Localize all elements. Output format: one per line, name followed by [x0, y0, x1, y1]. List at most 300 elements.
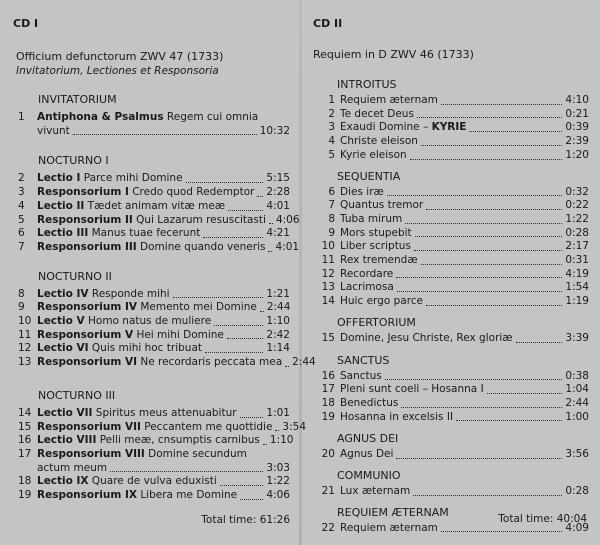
track-title-continued: actum meum: [37, 461, 108, 474]
track-title-bold: Responsorium III: [37, 240, 137, 253]
leader-dots: [385, 379, 563, 380]
track-title-bold: Lectio VII: [37, 406, 93, 419]
track-title-text: Qui Lazarum resuscitasti: [132, 213, 266, 226]
track-number: 22: [321, 521, 335, 534]
track-title-text: Quare de vulva eduxisti: [88, 475, 217, 488]
track-duration: 2:17: [565, 240, 589, 253]
track-title-text: Hei mihi Domine: [133, 328, 224, 341]
track-duration: 2:44: [292, 356, 316, 369]
track-title: [340, 485, 410, 499]
track-row: [313, 295, 589, 309]
track-title: [37, 434, 260, 448]
section-heading: REQUIEM ÆTERNAM: [337, 505, 449, 519]
track-section: [313, 170, 589, 309]
track-title-bold: Responsorium VII: [37, 420, 141, 433]
track-number: 14: [18, 406, 32, 419]
leader-dots: [397, 291, 563, 292]
track-title-text: Homo natus de muliere: [84, 315, 212, 328]
track-row: [313, 94, 589, 108]
track-number: 9: [328, 226, 335, 239]
track-number: 14: [321, 295, 335, 308]
track-title-text: Mors stupebit: [340, 226, 412, 239]
leader-dots: [441, 104, 563, 105]
track-number: 12: [321, 267, 335, 280]
track-title: [340, 94, 438, 108]
track-duration: 0:39: [565, 121, 589, 134]
track-duration: 1:54: [565, 281, 589, 294]
track-row: [313, 240, 589, 254]
track-section: [313, 78, 589, 163]
track-number: 5: [328, 148, 335, 161]
track-title-text: Requiem æternam: [340, 94, 438, 106]
track-duration: 1:19: [565, 295, 589, 308]
leader-dots: [441, 531, 563, 532]
track-number: 10: [18, 315, 32, 328]
track-title: [37, 421, 272, 435]
track-title: [37, 475, 217, 489]
section-heading: OFFERTORIUM: [337, 315, 416, 329]
track-title-text: Benedictus: [340, 396, 399, 409]
leader-dots: [426, 209, 562, 210]
track-title: [37, 315, 211, 329]
track-title: [37, 329, 224, 343]
track-title-text: Manus tuae fecerunt: [88, 227, 201, 240]
track-title: [340, 383, 484, 397]
track-row-continuation: [37, 125, 290, 139]
track-section: [313, 432, 589, 462]
track-title-text: Domine secundum: [144, 447, 247, 460]
track-title: [37, 227, 200, 241]
track-number: 19: [321, 410, 335, 423]
track-duration: 3:54: [282, 420, 307, 433]
track-row: [18, 356, 316, 370]
track-duration: 0:31: [565, 254, 589, 267]
track-number: 13: [321, 281, 335, 294]
leader-dots: [421, 145, 562, 146]
track-title-bold: Responsorium IX: [37, 489, 137, 502]
track-number: 6: [18, 227, 25, 240]
track-row: [313, 213, 589, 227]
track-title: [37, 200, 225, 214]
cd2-work-name: Requiem in D ZWV 46 (1733): [313, 48, 474, 61]
track-duration: 3:39: [565, 331, 589, 344]
track-section: [18, 269, 316, 370]
track-title-bold: Lectio VI: [37, 342, 89, 355]
track-duration: 1:22: [266, 475, 290, 488]
track-title-bold: Lectio VIII: [37, 434, 97, 447]
track-duration: 5:15: [266, 172, 290, 185]
track-row: [313, 411, 589, 425]
leader-dots: [417, 117, 562, 118]
track-duration: 4:01: [266, 199, 290, 212]
track-number: 9: [18, 301, 25, 314]
track-title-bold: Antiphona & Psalmus: [37, 111, 164, 123]
track-number: 21: [321, 485, 335, 498]
track-title-text: Regem cui omnia: [163, 111, 259, 123]
leader-dots: [469, 131, 562, 132]
track-duration: 2:44: [266, 301, 291, 314]
track-title: [340, 397, 398, 411]
track-duration: 10:32: [259, 124, 290, 137]
track-row: [313, 199, 589, 213]
track-number: 2: [18, 172, 25, 185]
leader-dots: [203, 237, 263, 238]
track-number: 13: [18, 356, 32, 369]
track-title-text: Lux æternam: [340, 485, 411, 498]
track-number: 11: [321, 254, 335, 267]
track-title-text: Recordare: [340, 267, 394, 280]
track-duration: 4:06: [275, 213, 300, 226]
leader-dots: [240, 417, 264, 418]
track-row: [18, 213, 300, 228]
track-duration: 4:06: [266, 489, 290, 502]
leader-dots: [227, 338, 264, 339]
track-title: [37, 342, 202, 356]
track-row: [313, 397, 589, 411]
track-title-text: Spiritus meus attenuabitur: [92, 406, 237, 419]
track-row: [18, 475, 290, 489]
track-row: [313, 135, 589, 149]
cd1-work-subtitle: Invitatorium, Lectiones et Responsoria: [16, 65, 219, 77]
track-title-text: Domine quando veneris: [136, 240, 266, 253]
section-heading: INTROITUS: [337, 78, 397, 91]
column-divider: [299, 0, 302, 545]
track-number: 16: [18, 434, 32, 447]
track-title-bold: Lectio II: [37, 199, 85, 212]
cd2-work-title: [313, 48, 474, 61]
track-row: [18, 111, 290, 125]
track-title: [340, 522, 438, 536]
track-number: 19: [18, 489, 32, 502]
track-section: [18, 93, 290, 138]
track-row: [313, 281, 589, 295]
track-duration: 4:19: [565, 267, 589, 280]
leader-dots: [263, 444, 267, 445]
section-heading: SEQUENTIA: [337, 169, 401, 183]
section-heading: COMMUNIO: [337, 469, 401, 483]
track-title-text: Kyrie eleison: [340, 148, 407, 161]
leader-dots: [487, 393, 563, 394]
track-title: [340, 240, 411, 254]
track-title: [37, 186, 254, 200]
track-title-bold: Responsorium II: [37, 213, 133, 226]
track-number: 7: [328, 199, 335, 212]
leader-dots: [396, 458, 562, 459]
track-title: [340, 254, 418, 268]
track-duration: 0:28: [565, 226, 589, 239]
track-duration: 0:32: [565, 185, 589, 198]
track-title-text: Libera me Domine: [136, 489, 238, 502]
track-title-text: Huic ergo parce: [340, 295, 424, 308]
leader-dots: [421, 264, 563, 265]
track-number: 11: [18, 328, 32, 341]
leader-dots: [220, 485, 264, 486]
track-title-text: Parce mihi Domine: [80, 172, 183, 185]
track-title-text: Tuba mirum: [340, 212, 403, 225]
cd1-tracklist: [18, 93, 316, 503]
track-row: [313, 227, 589, 241]
track-title: [340, 295, 423, 309]
leader-dots: [260, 311, 264, 312]
track-title: [340, 227, 412, 241]
track-number: 16: [321, 369, 335, 382]
track-title: [340, 268, 393, 282]
track-number: 18: [321, 396, 335, 409]
cd1-work-title: [16, 50, 223, 77]
track-title: [37, 172, 183, 186]
track-title-bold: Lectio IV: [37, 287, 89, 300]
track-number: 1: [18, 111, 25, 123]
track-title-bold: Responsorium V: [37, 328, 134, 341]
track-section: [18, 388, 307, 503]
track-title-bold: Lectio V: [37, 315, 85, 328]
track-title: [340, 411, 453, 425]
track-row: [18, 240, 300, 255]
track-section: [18, 154, 300, 254]
leader-dots: [205, 352, 263, 353]
track-title: [340, 213, 402, 227]
track-title-bold: Lectio III: [37, 227, 89, 240]
leader-dots: [173, 297, 264, 298]
leader-dots: [456, 420, 562, 421]
track-row: [313, 332, 589, 346]
track-title-text: Pleni sunt coeli – Hosanna I: [340, 383, 484, 396]
track-title-bold: KYRIE: [431, 121, 467, 134]
track-title: [340, 186, 384, 200]
track-title: [340, 149, 407, 163]
section-heading: NOCTURNO III: [38, 388, 116, 402]
track-title: [37, 489, 237, 503]
track-number: 4: [18, 199, 25, 212]
track-number: 3: [328, 121, 335, 134]
track-title-text: Quantus tremor: [340, 199, 424, 212]
track-row: [18, 172, 290, 186]
section-heading: AGNUS DEI: [337, 432, 399, 446]
track-duration: 1:04: [565, 383, 589, 396]
track-row: [18, 288, 290, 302]
track-duration: 1:10: [266, 315, 290, 328]
track-number: 8: [18, 287, 25, 300]
track-row: [313, 108, 589, 122]
track-title: [340, 448, 393, 462]
track-duration: 1:22: [565, 212, 589, 225]
track-title-text: Te decet Deus: [340, 107, 414, 120]
track-title: [37, 356, 282, 370]
track-title: [37, 301, 257, 315]
track-row: [18, 448, 290, 462]
track-title-text: Ne recordaris peccata mea: [137, 356, 283, 369]
leader-dots: [240, 499, 263, 500]
track-section: [313, 469, 589, 499]
track-number: 5: [18, 213, 25, 226]
track-duration: 2:42: [266, 328, 290, 341]
track-row: [18, 342, 290, 356]
track-title-bold: Lectio IX: [37, 475, 89, 488]
leader-dots: [516, 342, 563, 343]
track-title-text: Exaudi Domine –: [340, 121, 432, 134]
track-duration: 4:01: [275, 240, 300, 253]
track-title: [37, 111, 258, 125]
track-title-text: Dies iræ: [340, 185, 384, 198]
leader-dots: [275, 430, 279, 431]
track-row: [18, 186, 290, 200]
track-title-text: Peccantem me quottidie: [140, 420, 273, 433]
leader-dots: [214, 325, 263, 326]
cd1-work-name: Officium defunctorum ZWV 47 (1733): [16, 50, 224, 63]
leader-dots: [269, 223, 273, 224]
track-title-continued: vivunt: [37, 124, 70, 137]
track-title-text: Agnus Dei: [340, 448, 394, 461]
track-row: [18, 301, 290, 315]
section-heading: SANCTUS: [337, 353, 390, 367]
leader-dots: [415, 236, 563, 237]
track-row: [18, 315, 290, 329]
track-title-text: Lacrimosa: [340, 281, 394, 294]
track-title: [340, 281, 394, 295]
track-number: 20: [321, 448, 335, 461]
leader-dots: [414, 250, 562, 251]
cd2-total-time: Total time: 40:04: [498, 513, 587, 525]
track-row: [18, 407, 290, 421]
track-title-text: Quis mihi hoc tribuat: [88, 342, 203, 355]
track-number: 6: [328, 185, 335, 198]
track-duration: 4:10: [565, 94, 589, 106]
leader-dots: [257, 196, 263, 197]
section-heading: INVITATORIUM: [38, 93, 117, 106]
track-row: [313, 485, 589, 499]
track-number: 15: [18, 420, 32, 433]
track-row: [18, 329, 290, 343]
track-title-bold: Lectio I: [37, 172, 81, 185]
section-heading: NOCTURNO I: [38, 154, 109, 168]
track-title-text: Pelli meæ, cnsumptis carnibus: [96, 434, 260, 447]
track-number: 3: [18, 186, 25, 199]
leader-dots: [413, 495, 562, 496]
cd1-total-time: Total time: 61:26: [201, 514, 290, 526]
leader-dots: [268, 251, 272, 252]
track-duration: 2:28: [266, 186, 290, 199]
track-number: 8: [328, 212, 335, 225]
track-title: [340, 370, 382, 384]
track-number: 4: [328, 135, 335, 148]
track-title: [340, 108, 414, 122]
section-heading: NOCTURNO II: [38, 269, 112, 283]
track-title: [340, 121, 466, 135]
track-title-text: Responde mihi: [88, 287, 170, 300]
track-number: 15: [321, 331, 335, 344]
track-duration: 0:21: [565, 107, 589, 120]
track-duration: 3:03: [266, 461, 290, 474]
leader-dots: [410, 159, 563, 160]
track-title: [37, 214, 266, 228]
leader-dots: [186, 182, 264, 183]
track-number: 1: [328, 94, 335, 106]
track-duration: 0:22: [565, 199, 589, 212]
track-duration: 1:10: [269, 434, 294, 447]
track-row: [18, 200, 290, 214]
track-title-text: Rex tremendæ: [340, 254, 418, 267]
track-title: [340, 135, 418, 149]
track-duration: 4:21: [266, 227, 290, 240]
track-number: 12: [18, 342, 32, 355]
leader-dots: [228, 210, 263, 211]
track-row: [313, 383, 589, 397]
track-row: [18, 227, 290, 241]
track-title: [340, 332, 513, 346]
track-row: [18, 489, 290, 503]
cd2-tracklist: [313, 78, 589, 535]
track-number: 17: [18, 447, 32, 460]
leader-dots: [110, 471, 263, 472]
track-number: 17: [321, 383, 335, 396]
track-title-bold: Responsorium IV: [37, 301, 138, 314]
track-duration: 1:20: [565, 148, 589, 161]
track-title-bold: Responsorium I: [37, 186, 129, 199]
track-duration: 0:38: [565, 369, 589, 382]
track-duration: 2:44: [565, 396, 589, 409]
cd2-label: CD II: [313, 17, 343, 30]
track-title: [37, 407, 237, 421]
track-title-bold: Responsorium VIII: [37, 447, 145, 460]
cd1-label: CD I: [13, 17, 39, 30]
leader-dots: [396, 277, 562, 278]
track-row: [18, 434, 294, 448]
track-row: [313, 121, 589, 135]
leader-dots: [387, 195, 563, 196]
track-title-bold: Responsorium VI: [37, 356, 138, 369]
track-duration: 2:39: [565, 135, 589, 148]
track-title-text: Credo quod Redemptor: [128, 186, 255, 199]
track-row: [18, 420, 307, 435]
track-row: [313, 448, 589, 462]
track-duration: 4:09: [565, 521, 589, 534]
track-section: [313, 354, 589, 425]
track-duration: 1:14: [266, 342, 290, 355]
track-title: [37, 448, 247, 462]
track-duration: 1:00: [565, 410, 589, 423]
track-title-text: Sanctus: [340, 369, 382, 382]
track-number: 10: [321, 240, 335, 253]
track-section: [313, 316, 589, 346]
leader-dots: [401, 407, 562, 408]
track-number: 7: [18, 240, 25, 253]
track-duration: 1:01: [266, 406, 290, 419]
leader-dots: [426, 305, 562, 306]
track-title-text: Domine, Jesu Christe, Rex gloriæ: [340, 331, 513, 344]
track-row: [313, 186, 589, 200]
track-title-text: Hosanna in excelsis II: [340, 410, 454, 423]
track-duration: 1:21: [266, 287, 290, 300]
track-title: [37, 241, 265, 255]
track-duration: 3:56: [565, 448, 589, 461]
leader-dots: [73, 134, 257, 135]
track-title: [340, 199, 423, 213]
leader-dots: [405, 223, 562, 224]
track-duration: 0:28: [565, 485, 589, 498]
track-row: [313, 254, 589, 268]
track-row: [313, 268, 589, 282]
track-number: 2: [328, 107, 335, 120]
leader-dots: [285, 366, 289, 367]
track-title-text: Liber scriptus: [340, 240, 411, 253]
track-row: [313, 149, 589, 163]
track-title-text: Requiem æternam: [340, 521, 438, 534]
track-number: 18: [18, 475, 32, 488]
track-title: [37, 288, 170, 302]
track-title-text: Memento mei Domine: [137, 301, 257, 314]
track-row-continuation: [37, 462, 290, 476]
track-title-text: Tædet animam vitæ meæ: [84, 199, 226, 212]
